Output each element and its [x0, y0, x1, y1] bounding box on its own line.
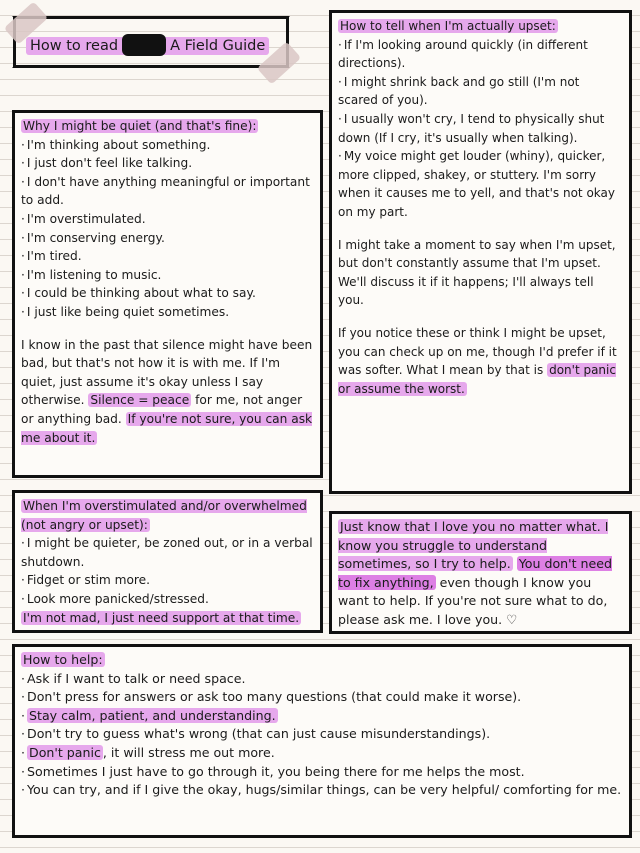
quiet-item: · I'm listening to music.	[21, 266, 314, 285]
help-item: · You can try, and if I give the okay, hugs/similar things, can be very helpful/ comforting for me.	[21, 781, 623, 800]
title-highlight	[26, 37, 269, 55]
title-prefix: How to read	[30, 38, 119, 54]
quiet-paragraph	[21, 336, 314, 448]
upset-paragraph-2	[338, 324, 623, 398]
quiet-item: · I'm overstimulated.	[21, 210, 314, 229]
upset-section	[329, 10, 632, 494]
redacted-name	[122, 34, 166, 56]
upset-para2-start: If you notice these or think I might be upset, you can check up on me, though I'd prefer if it was softer. What I mean by that is	[338, 325, 617, 378]
quiet-item: · I don't have anything meaningful or important to add.	[21, 173, 314, 210]
overstim-heading: When I'm overstimulated and/or overwhelmed (not angry or upset):	[21, 499, 307, 532]
upset-item: · If I'm looking around quickly (in different directions).	[338, 36, 623, 73]
upset-heading: How to tell when I'm actually upset:	[340, 19, 556, 33]
quiet-item: · I could be thinking about what to say.	[21, 284, 314, 303]
quiet-highlight-2: If you're not sure, you can ask me about it.	[21, 411, 313, 445]
upset-paragraph-1: I might take a moment to say when I'm upset, but don't constantly assume that I'm upset. We'll discuss it if it happens; I'll always tell you.	[338, 237, 616, 308]
overstim-closing: I'm not mad, I just need support at that time.	[23, 610, 300, 625]
quiet-item: · I just don't feel like talking.	[21, 154, 314, 173]
help-item: · Don't press for answers or ask too many questions (that could make it worse).	[21, 688, 623, 707]
heart-icon: ♡	[506, 611, 518, 627]
quiet-heading: Why I might be quiet (and that's fine):	[23, 119, 257, 133]
title-card	[10, 14, 295, 72]
page-title	[26, 34, 269, 56]
upset-item: · My voice might get louder (whiny), quicker, more clipped, shakey, or stuttery. I'm sorry when it causes me to yell, and that's not okay on my part.	[338, 147, 623, 221]
help-item: · Ask if I want to talk or need space.	[21, 670, 623, 689]
love-text-end: even though I know you want to help. If you're not sure what to do, please ask me. I love you.	[338, 574, 608, 627]
overstim-item: · Fidget or stim more.	[21, 571, 314, 590]
help-item: · Stay calm, patient, and understanding.	[21, 707, 623, 726]
upset-item: · I usually won't cry, I tend to physically shut down (If I cry, it's usually when talking).	[338, 110, 623, 147]
overstim-item: · I might be quieter, be zoned out, or in a verbal shutdown.	[21, 534, 314, 571]
help-section	[12, 644, 632, 838]
help-item: · Don't panic , it will stress me out more.	[21, 744, 623, 763]
help-heading: How to help:	[23, 652, 103, 667]
overstim-section	[12, 490, 323, 633]
help-item: · Sometimes I just have to go through it, you being there for me helps the most.	[21, 763, 623, 782]
love-highlight-start: Just know that I love you no matter what. I know you struggle to understand sometimes, so I try to help.	[338, 519, 609, 572]
quiet-item: · I'm thinking about something.	[21, 136, 314, 155]
quiet-item: · I just like being quiet sometimes.	[21, 303, 314, 322]
love-paragraph	[338, 518, 623, 630]
title-suffix: A Field Guide	[170, 38, 266, 54]
help-item: · Don't try to guess what's wrong (that can just cause misunderstandings).	[21, 725, 623, 744]
quiet-item: · I'm conserving energy.	[21, 229, 314, 248]
love-highlight-strong: You don't need to fix anything,	[338, 556, 613, 590]
love-section	[329, 511, 632, 634]
quiet-section	[12, 110, 323, 478]
upset-para2-highlight: don't panic or assume the worst.	[338, 363, 616, 396]
quiet-para-mid: for me, not anger or anything bad.	[21, 393, 303, 426]
quiet-highlight-1: Silence = peace	[90, 393, 190, 408]
quiet-para-start: I know in the past that silence might have been bad, but that's not how it is with me. If I'm quiet, just assume it's okay unless I say otherwise.	[21, 337, 313, 408]
upset-item: · I might shrink back and go still (I'm not scared of you).	[338, 73, 623, 110]
quiet-item: · I'm tired.	[21, 247, 314, 266]
overstim-item: · Look more panicked/stressed.	[21, 590, 314, 609]
